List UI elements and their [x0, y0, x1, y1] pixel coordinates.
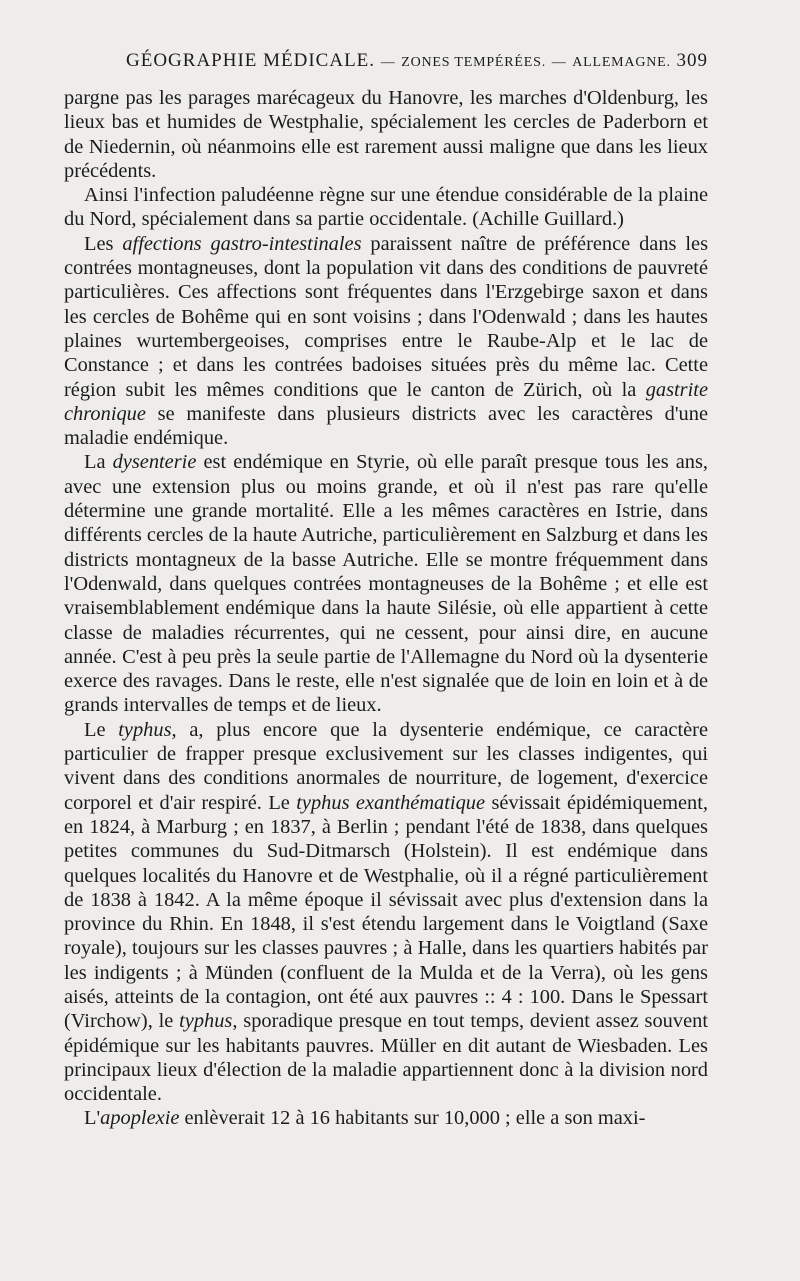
paragraph [64, 450, 708, 717]
paragraph [64, 1106, 708, 1130]
body-text [64, 86, 708, 1131]
paragraph [64, 232, 708, 451]
text-run: L' [84, 1107, 101, 1130]
page-number: 309 [676, 50, 708, 71]
text-run: enlèverait 12 à 16 habitants sur 10,000 ; elle a son maxi- [179, 1107, 646, 1130]
italic-term: typhus exanthématique [296, 791, 486, 814]
header-section: ZONES TEMPÉRÉES. [401, 55, 547, 70]
italic-term: gastrite chronique [64, 378, 708, 425]
running-header [126, 50, 708, 78]
header-country: ALLEMAGNE. [572, 55, 671, 70]
paragraph [64, 86, 708, 183]
text-run: est endémique en Styrie, où elle paraît presque tous les ans, avec une extension plus ou moins grande, et où il n'est pas rare qu'elle détermine une grande mortalité. Elle a les mêmes caractères en Istrie, dans différents cercles de la haute Autriche, particulièrement en Salzburg et dans les districts montagneux de la basse Autriche. Elle se montre fréquemment dans l'Odenwald, dans quelques contrées montagneuses de la Bohême ; et elle est vraisemblablement endémique dans la haute Silésie, où elle appartient à cette classe de maladies récurrentes, qui ne cessent, pour ainsi dire, en aucune année. C'est à peu près la seule partie de l'Allemagne du Nord où la dysenterie exerce des ravages. Dans le reste, elle n'est signalée que de loin en loin et à de grands intervalles de temps et de lieux. [64, 451, 708, 717]
text-run: pargne pas les parages marécageux du Hanovre, les marches d'Oldenburg, les lieux bas et humides de Westphalie, spécialement les cercles de Paderborn et de Niedernin, où néanmoins elle est rarement aussi maligne que dans les lieux précédents. [64, 87, 708, 182]
text-run: La [84, 451, 113, 474]
header-dash: — [551, 55, 567, 70]
header-title: GÉOGRAPHIE MÉDICALE. [126, 50, 376, 71]
text-run: Le [84, 718, 119, 741]
paragraph [64, 718, 708, 1107]
text-run: se manifeste dans plusieurs districts avec les caractères d'une maladie endémique. [64, 402, 708, 450]
italic-term: typhus [179, 1010, 233, 1033]
text-run: paraissent naître de préférence dans les contrées montagneuses, dont la population vit dans des conditions de pauvreté particulières. Ces affections sont fréquentes dans l'Erzgebirge saxon et dans les cercles de Bohême qui en sont voisins ; dans l'Odenwald ; dans les hautes plaines wurtembergeoises, comprises entre le Raube-Alp et le lac de Constance ; et dans les contrées badoises situées près du même lac. Cette région subit les mêmes conditions que le canton de Zürich, où la [64, 232, 709, 401]
text-run: , sporadique presque en tout temps, devient assez souvent épidémique sur les habitants pauvres. Müller en dit autant de Wiesbaden. Les principaux lieux d'élection de la maladie appartiennent donc à la division nord occidentale. [64, 1010, 708, 1106]
italic-term: affections gastro-intestinales [122, 232, 362, 255]
italic-term: dysenterie [112, 451, 197, 474]
italic-term: apoplexie [100, 1107, 180, 1130]
text-run: , a, plus encore que la dysenterie endémique, ce caractère particulier de frapper presque exclusivement sur les classes indigentes, qui vivent dans des conditions anormales de nourriture, de logement, d'exercice corporel et d'air respiré. Le [64, 718, 708, 814]
italic-term: typhus [118, 718, 172, 741]
text-run: Ainsi l'infection paludéenne règne sur une étendue considérable de la plaine du Nord, spécialement dans sa partie occidentale. (Achille Guillard.) [64, 184, 708, 231]
text-run: Les [84, 232, 123, 255]
paragraph [64, 183, 708, 232]
header-dash: — [380, 55, 396, 70]
text-run: sévissait épidémiquement, en 1824, à Marburg ; en 1837, à Berlin ; pendant l'été de 1838, dans quelques petites communes du Sud-Ditmarsch (Holstein). Il est endémique dans quelques localités du Hanovre et de Westphalie, où il a régné particulièrement de 1838 à 1842. A la même époque il sévissait avec plus d'extension dans la province du Rhin. En 1848, il s'est étendu largement dans le Voigtland (Saxe royale), toujours sur les classes pauvres ; à Halle, dans les quartiers habités par les indigents ; à Münden (confluent de la Mulda et de la Verra), où les gens aisés, atteints de la contagion, ont été aux pauvres :: 4 : 100. Dans le Spessart (Virchow), le [64, 791, 708, 1033]
